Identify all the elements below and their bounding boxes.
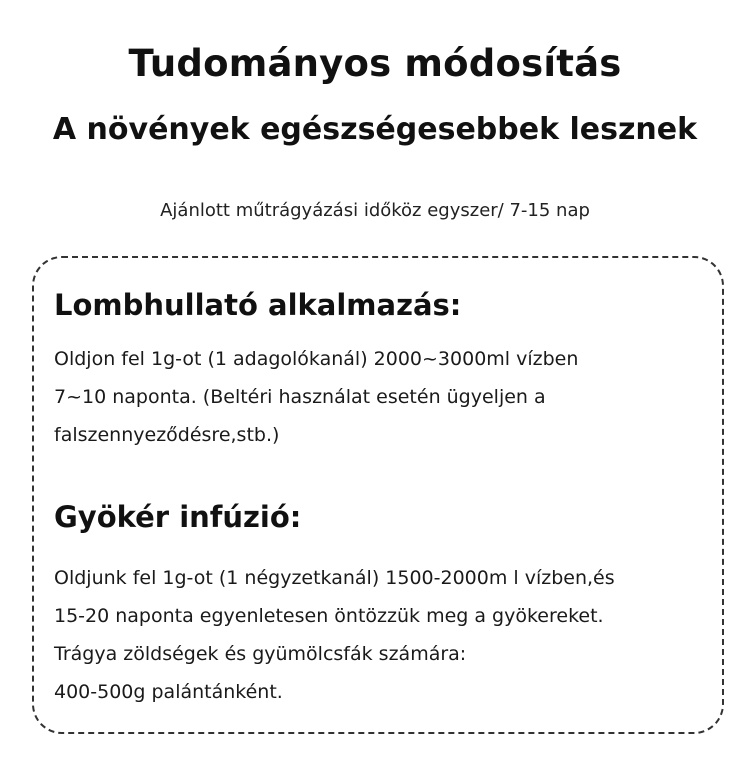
root-line-1: Oldjunk fel 1g-ot (1 négyzetkanál) 1500-2000m l vízben,és: [54, 567, 615, 589]
fertilization-interval-text: Ajánlott műtrágyázási időköz egyszer/ 7-15 nap: [160, 200, 590, 221]
page-title: Tudományos módosítás: [128, 42, 622, 85]
foliar-line-3: falszennyeződésre,stb.): [54, 424, 280, 446]
page-subtitle: A növények egészségesebbek lesznek: [52, 112, 698, 147]
root-infusion-text: [54, 559, 714, 711]
foliar-line-2: 7~10 naponta. (Beltéri használat esetén ügyeljen a: [54, 386, 546, 408]
foliar-line-1: Oldjon fel 1g-ot (1 adagolókanál) 2000~3000ml vízben: [54, 348, 579, 370]
foliar-application-heading: Lombhullató alkalmazás:: [54, 288, 462, 322]
root-line-2: 15-20 naponta egyenletesen öntözzük meg a gyökereket.: [54, 605, 604, 627]
root-line-3: Trágya zöldségek és gyümölcsfák számára:: [54, 643, 467, 665]
foliar-application-text: [54, 340, 714, 454]
root-line-4: 400-500g palántánként.: [54, 681, 283, 703]
root-infusion-heading: Gyökér infúzió:: [54, 500, 302, 534]
